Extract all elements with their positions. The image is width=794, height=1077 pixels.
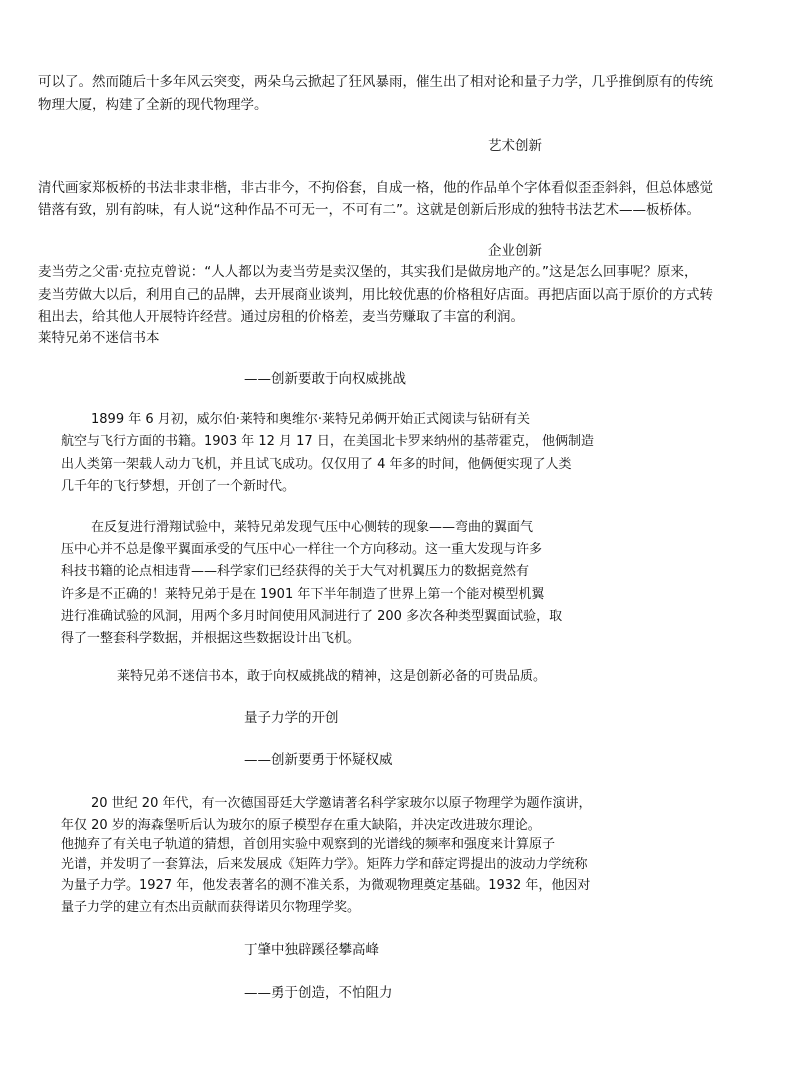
text-line: 麦当劳之父雷·克拉克曾说：“人人都以为麦当劳是卖汉堡的，其实我们是做房地产的。”这是怎么回事呢？原来， xyxy=(38,264,698,280)
article-subtitle-wright: ——创新要敢于向权威挑战 xyxy=(244,371,406,387)
text-line: 压中心并不总是像平翼面承受的气压中心一样往一个方向移动。这一重大发现与许多 xyxy=(61,542,543,557)
article-title-quantum: 量子力学的开创 xyxy=(244,710,339,726)
text-line: 科技书籍的论点相违背——科学家们已经获得的关于大气对机翼压力的数据竟然有 xyxy=(61,564,530,579)
text-line: 几千年的飞行梦想，开创了一个新时代。 xyxy=(61,479,296,494)
text-line: 他抛弃了有关电子轨道的猜想，首创用实验中观察到的光谱线的频率和强度来计算原子 xyxy=(61,837,556,852)
text-line: 光谱，并发明了一套算法，后来发展成《矩阵力学》。矩阵力学和薛定谔提出的波动力学统称 xyxy=(61,857,588,872)
text-line: 量子力学的建立有杰出贡献而获得诺贝尔物理学奖。 xyxy=(61,900,361,915)
text-line: 出人类第一架载人动力飞机，并且试飞成功。仅仅用了 4 年多的时间，他俩便实现了人类 xyxy=(61,457,572,472)
article-subtitle-quantum: ——创新要勇于怀疑权威 xyxy=(244,752,393,768)
article-title-wright: 莱特兄弟不迷信书本 xyxy=(38,330,160,346)
text-line: 麦当劳做大以后，利用自己的品牌，去开展商业谈判，用比较优惠的价格租好店面。再把店面以高于原价的方式转 xyxy=(38,287,713,303)
text-line: 在反复进行滑翔试验中，莱特兄弟发现气压中心侧转的现象——弯曲的翼面气 xyxy=(91,520,534,535)
text-line: 清代画家郑板桥的书法非隶非楷，非古非今，不拘俗套，自成一格，他的作品单个字体看似歪歪斜斜，但总体感觉 xyxy=(38,180,713,196)
text-line: 得了一整套科学数据，并根据这些数据设计出飞机。 xyxy=(61,631,361,646)
text-line: 许多是不正确的！莱特兄弟于是在 1901 年下半年制造了世界上第一个能对模型机翼 xyxy=(61,587,545,602)
text-line: 航空与飞行方面的书籍。1903 年 12 月 17 日，在美国北卡罗来纳州的基蒂霍克， 他俩制造 xyxy=(61,434,594,449)
section-heading-business: 企业创新 xyxy=(488,243,542,259)
section-heading-art: 艺术创新 xyxy=(488,138,542,154)
article-summary: 莱特兄弟不迷信书本，敢于向权威挑战的精神，这是创新必备的可贵品质。 xyxy=(117,669,547,684)
article-title-ding: 丁肇中独辟蹊径攀高峰 xyxy=(244,942,379,958)
text-line: 可以了。然而随后十多年风云突变，两朵乌云掀起了狂风暴雨，催生出了相对论和量子力学，几乎推倒原有的传统 xyxy=(38,74,713,90)
article-subtitle-ding: ——勇于创造，不怕阻力 xyxy=(244,985,393,1001)
text-line: 年仅 20 岁的海森堡听后认为玻尔的原子模型存在重大缺陷，并决定改进玻尔理论。 xyxy=(61,818,541,833)
text-line: 为量子力学。1927 年，他发表著名的测不准关系，为微观物理奠定基础。1932 年，他因对 xyxy=(61,878,591,893)
text-line: 1899 年 6 月初，威尔伯·莱特和奥维尔·莱特兄弟俩开始正式阅读与钻研有关 xyxy=(91,412,531,427)
text-line: 进行准确试验的风洞，用两个多月时间使用风洞进行了 200 多次各种类型翼面试验，取 xyxy=(61,609,563,624)
text-line: 租出去，给其他人开展特许经营。通过房租的价格差，麦当劳赚取了丰富的利润。 xyxy=(38,309,524,325)
text-line: 物理大厦，构建了全新的现代物理学。 xyxy=(38,97,268,113)
text-line: 错落有致，别有韵味，有人说“这种作品不可无一，不可有二”。这就是创新后形成的独特书法艺术——板桥体。 xyxy=(38,202,700,218)
text-line: 20 世纪 20 年代，有一次德国哥廷大学邀请著名科学家玻尔以原子物理学为题作演讲， xyxy=(91,796,592,811)
